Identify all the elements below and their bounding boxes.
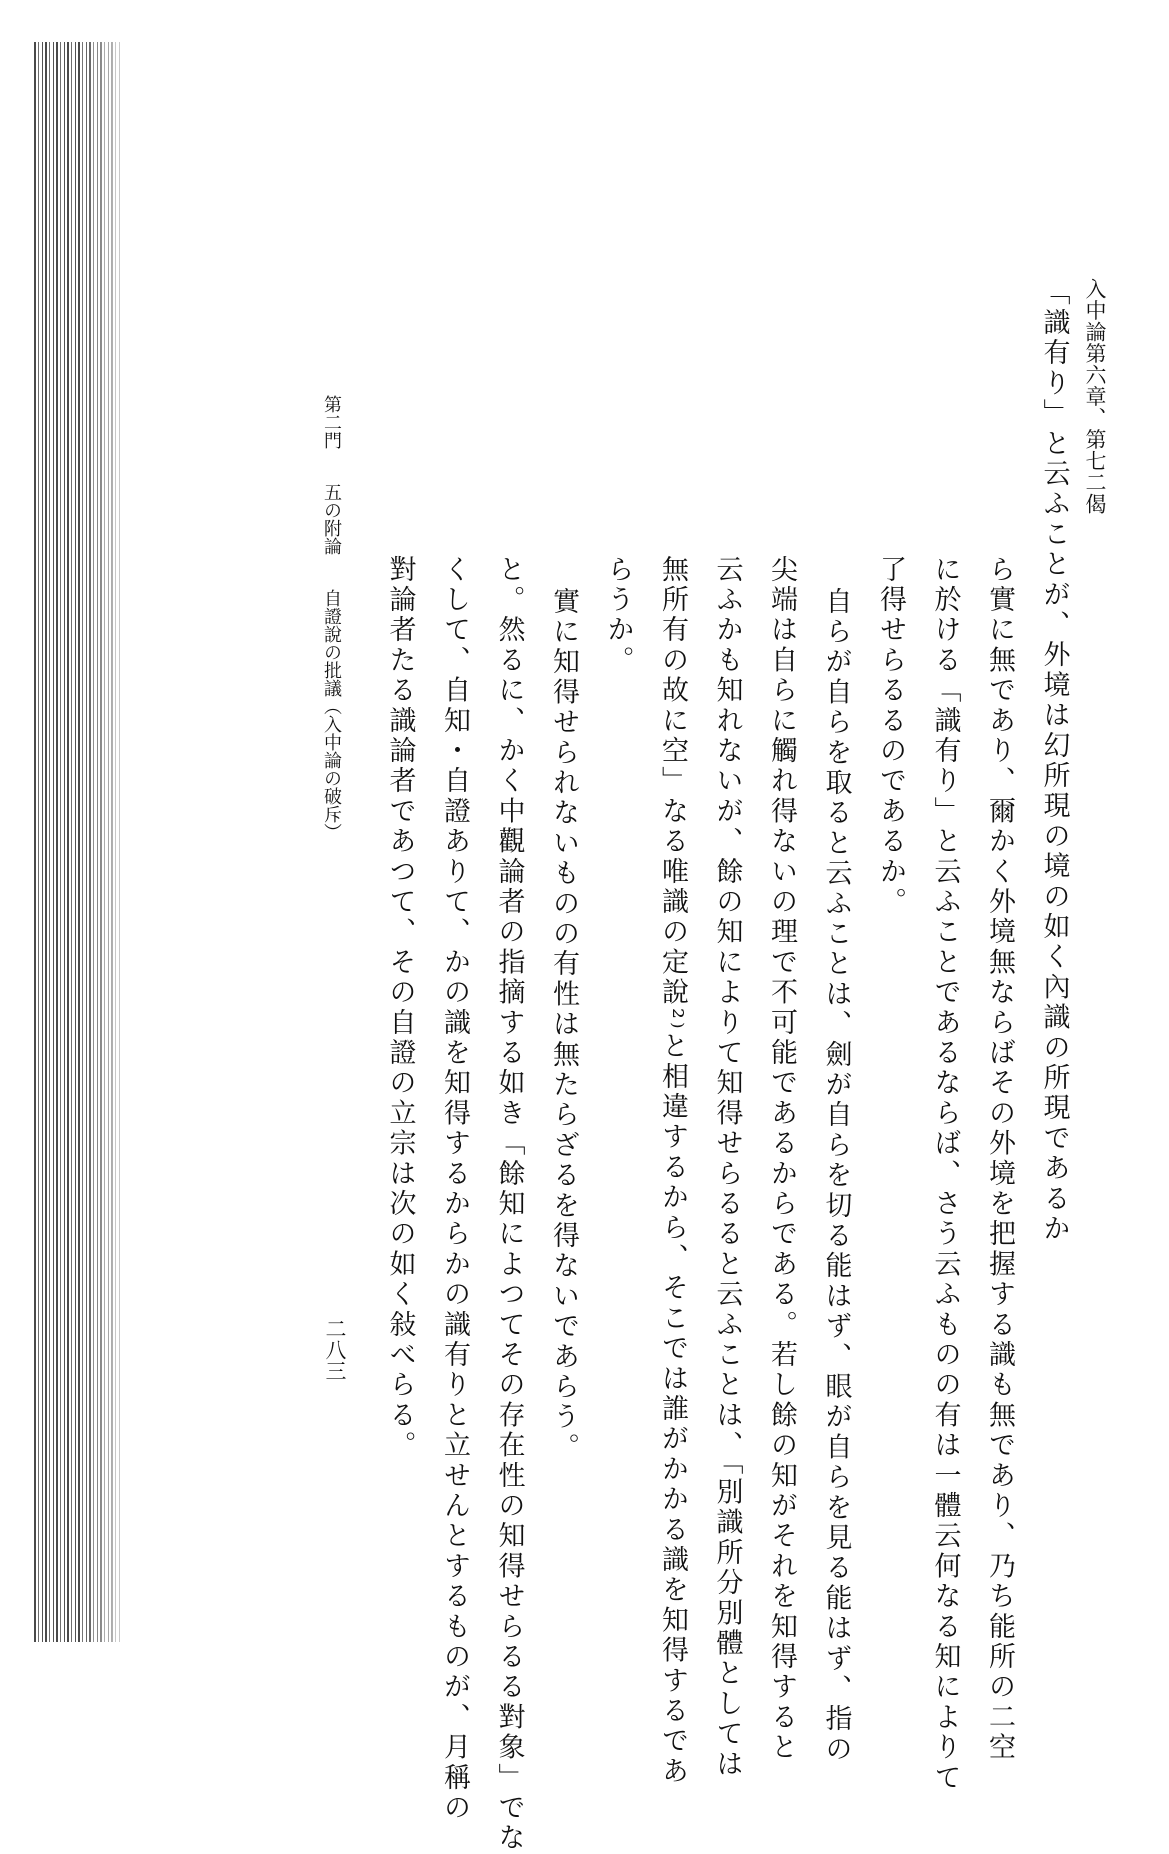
body-line: くして、自知・自證ありて、かの識を知得するからかの識有りと立せんとするものが、月稱の <box>439 555 470 1824</box>
body-line: 無所有の故に空」なる唯識の定說²⁾と相違するから、そこでは誰がかかる識を知得するであ <box>657 555 688 1787</box>
book-spine-fade <box>80 42 126 1642</box>
footer-section: 第二門 <box>321 395 342 449</box>
body-text-block <box>372 278 1081 1854</box>
body-line: 云ふかも知れないが、餘の知によりて知得せらるると云ふことは、「別識所分別體としては <box>711 555 743 1780</box>
body-line: と。然るに、かく中觀論者の指摘する如き「餘知によつてその存在性の知得せらるる對象」でな <box>493 555 525 1854</box>
running-head-title: 入中論第六章、第七二偈 <box>1083 278 1107 515</box>
page-footer <box>318 395 344 841</box>
body-line: 「識有り」と云ふことが、外境は幻所現の境の如く內識の所現であるか <box>1038 278 1070 1245</box>
body-line: ら實に無であり、爾かく外境無ならばその外境を把握する識も無であり、乃ち能所の二空 <box>984 555 1015 1763</box>
page-number: 二八三 <box>323 1318 347 1381</box>
footer-topic: 自證說の批議（入中論の破斥） <box>321 589 342 841</box>
body-line: 實に知得せられないものの有性は無たらざるを得ないであらう。 <box>548 587 579 1464</box>
body-line: 了得せらるるのであるか。 <box>875 555 906 918</box>
body-line: 對論者たる識論者であつて、その自證の立宗は次の如く敍べらる。 <box>384 555 416 1461</box>
body-line: 尖端は自らに觸れ得ないの理で不可能であるからである。若し餘の知がそれを知得すると <box>766 555 797 1763</box>
body-line: 自らが自らを取ると云ふことは、劍が自らを切る能はず、眼が自らを見る能はず、指の <box>820 587 852 1766</box>
body-line: らうか。 <box>602 555 634 676</box>
running-head <box>1080 278 1110 515</box>
body-line: に於ける「識有り」と云ふことであるならば、さう云ふものの有は一體云何なる知によりて <box>929 555 961 1794</box>
footer-subsection: 五の附論 <box>321 483 342 555</box>
